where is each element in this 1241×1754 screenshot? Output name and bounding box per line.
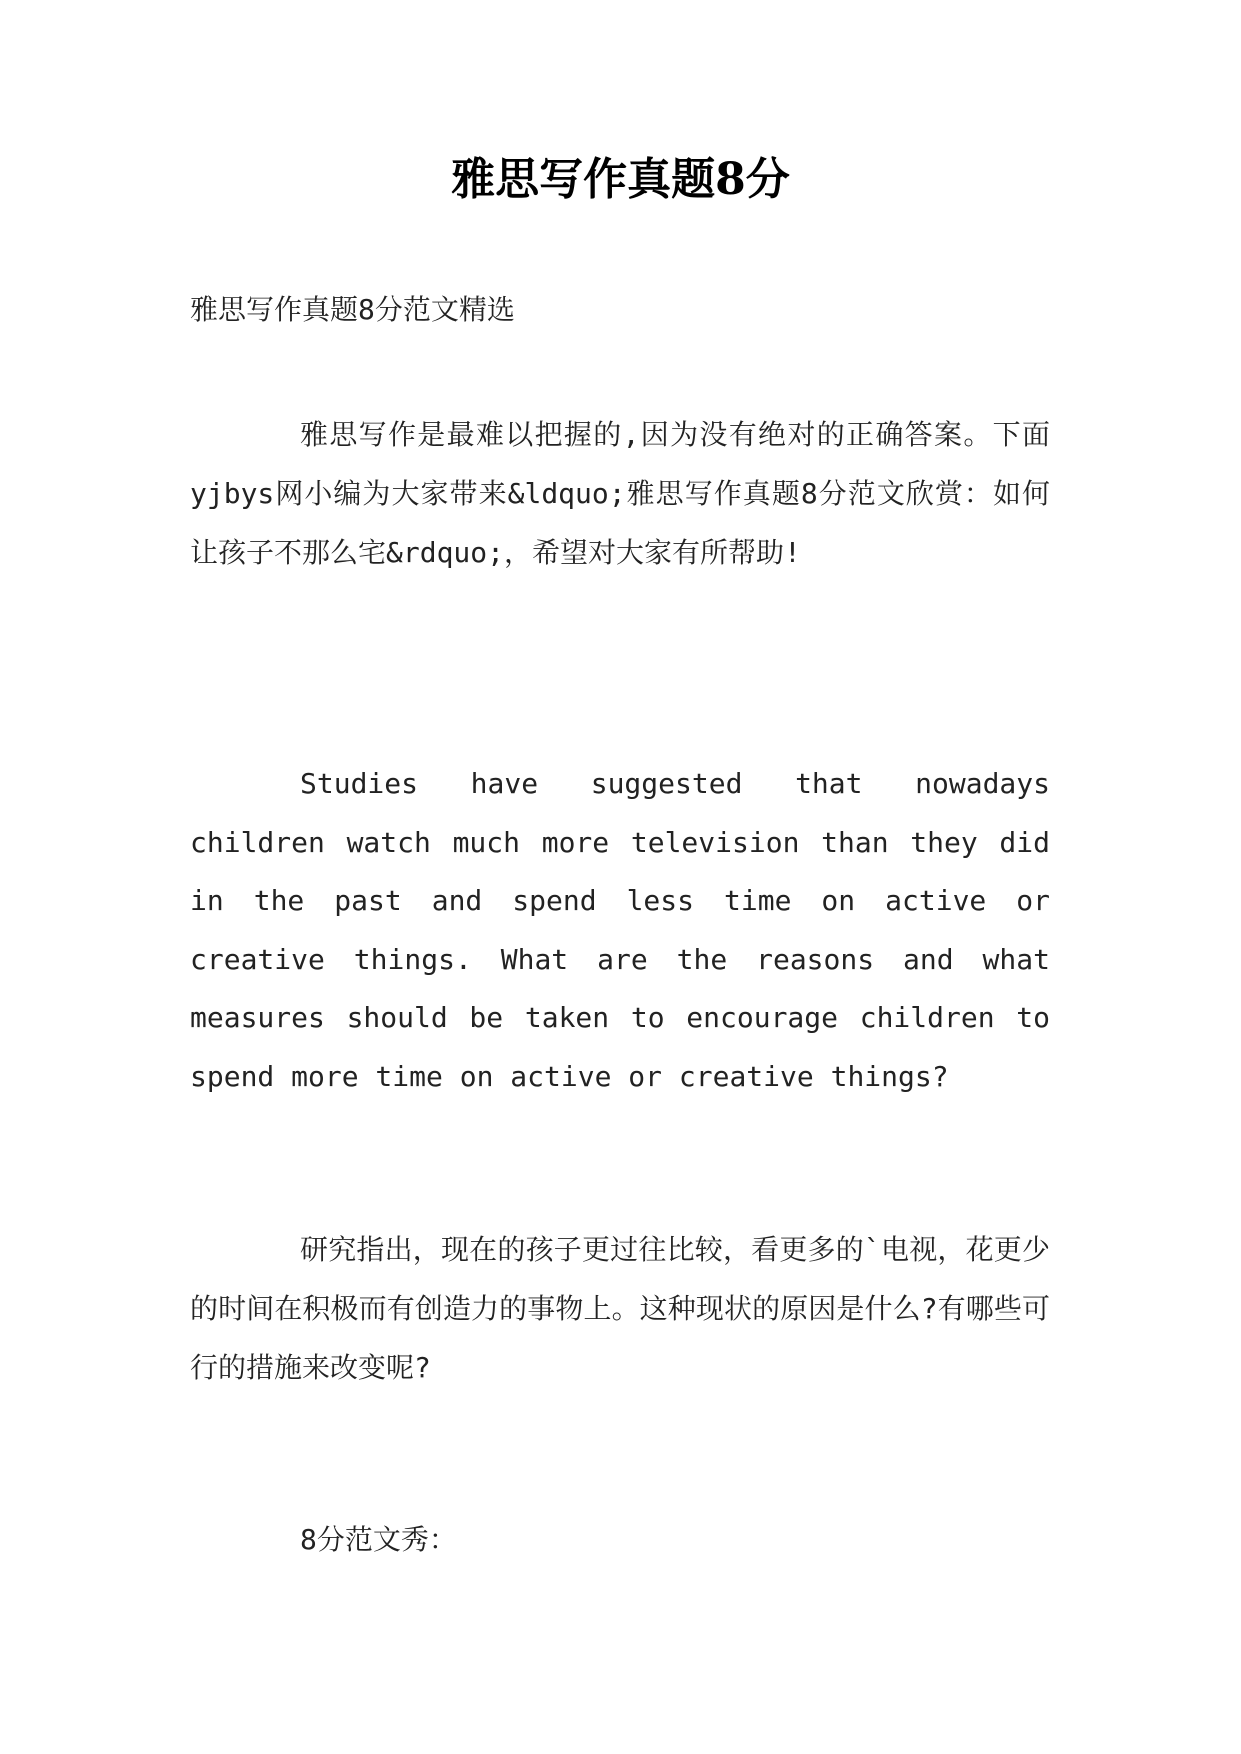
document-title: 雅思写作真题8分 — [451, 154, 790, 205]
intro-paragraph: 雅思写作是最难以把握的,因为没有绝对的正确答案。下面yjbys网小编为大家带来&ldquo;雅思写作真题8分范文欣赏：如何让孩子不那么宅&rdquo;，希望对大家有所帮助! — [190, 418, 1050, 569]
question-chinese-paragraph: 研究指出，现在的孩子更过往比较，看更多的`电视，花更少的时间在积极而有创造力的事物上。这种现状的原因是什么?有哪些可行的措施来改变呢? — [190, 1233, 1050, 1384]
document-subtitle: 雅思写作真题8分范文精选 — [190, 293, 515, 326]
sample-essay-label: 8分范文秀： — [300, 1523, 457, 1556]
question-english-paragraph: Studies have suggested that nowadays children watch much more television than they did in the past and spend less time on active or creative things. What are the reasons and what measures should be taken to encourage children to spend more time on active or creative things? — [190, 767, 1050, 1093]
